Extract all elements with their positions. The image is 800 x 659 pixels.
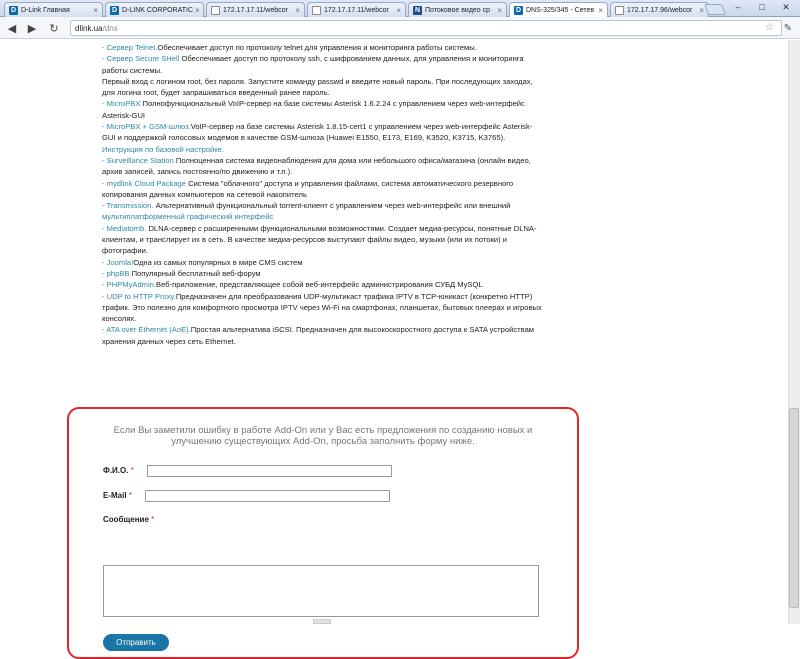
page-scrollbar[interactable] xyxy=(788,40,800,624)
feature-link[interactable]: - MicroPBX xyxy=(102,99,141,109)
tab-webconfig-3[interactable] xyxy=(610,2,709,17)
feature-text: Система "облачного" доступа и управления файлами, система автоматического резервного копирования данных компьютеров на сетевой накопитель xyxy=(102,178,514,199)
feature-item-phpbb xyxy=(102,268,542,279)
required-mark: * xyxy=(128,491,132,500)
feature-link[interactable]: - MicroPBX + GSM-шлюз. xyxy=(102,122,191,132)
feature-link[interactable]: - Mediatomb. xyxy=(102,223,147,233)
feature-item-aoe xyxy=(102,324,542,347)
tab-dlink-home[interactable] xyxy=(4,2,103,17)
feature-text: Обеспечивает доступ по протоколу telnet для управления и мониторинга работы системы. xyxy=(157,43,477,52)
feature-text: VoIP-сервер на базе системы Asterisk 1.8.15-cert1 с управлением через web-интерфейс Asterisk-GUI и поддержкой голосовых модемов в качестве GSM-шлюза (Huawei E1550, E173, E169, K3520, K3715, K3765). xyxy=(102,122,533,143)
tab-label: DNS-325/345 - Сетев xyxy=(526,7,595,14)
tab-dlink-corporation[interactable] xyxy=(105,2,204,17)
window-controls xyxy=(726,0,798,14)
feature-text: Популярный бесплатный веб-форум xyxy=(131,268,261,278)
feature-link[interactable]: - Joomla! xyxy=(102,257,134,267)
feature-link[interactable]: - Сервер Secure SHell xyxy=(102,54,180,64)
tab-close-icon[interactable]: × xyxy=(93,5,98,15)
feature-item-surveillance xyxy=(102,155,542,178)
email-field[interactable] xyxy=(145,490,390,502)
tab-label: 172.17.17.11/webcor xyxy=(223,6,288,14)
submit-button[interactable]: Отправить xyxy=(103,634,169,651)
feature-item-mediatomb xyxy=(102,223,542,257)
tab-dns-325[interactable] xyxy=(509,2,608,18)
page-favicon-icon xyxy=(312,6,321,15)
name-label: Ф.И.О. * xyxy=(103,466,134,475)
bookmark-star-icon[interactable]: ☆ xyxy=(765,22,774,33)
feature-text: Альтернативный функциональный torrent-клиент с управлением через web-интерфейс или внешний xyxy=(153,201,511,211)
feature-text: Одна из самых популярных в мире CMS систем xyxy=(133,257,303,267)
browser-tab-bar xyxy=(0,0,800,17)
feature-item-telnet xyxy=(102,42,542,53)
gui-link[interactable]: мультиплатформенный графический интерфейс xyxy=(102,212,274,222)
dlink-favicon-icon: D xyxy=(111,6,118,14)
feedback-form xyxy=(67,407,579,659)
feature-item-micropbx xyxy=(102,98,542,121)
tab-close-icon[interactable]: × xyxy=(497,5,502,15)
tab-close-icon[interactable]: × xyxy=(195,5,200,15)
tab-close-icon[interactable]: × xyxy=(396,5,401,15)
feature-link[interactable]: - Surveillance Station. xyxy=(102,155,176,165)
tab-close-icon[interactable]: × xyxy=(699,5,704,15)
wrench-menu-icon[interactable]: ✎ xyxy=(783,22,793,34)
url-host: dlink.ua xyxy=(75,23,103,33)
tab-label: D-LINK CORPORATIC xyxy=(122,6,194,14)
feature-item-phpmyadmin xyxy=(102,279,542,290)
feature-item-transmission xyxy=(102,200,542,223)
feature-text: DLNA-сервер с расширенными функциональными возможностями. Создает медиа-ресурсы, понятные DLNA-клиентам, и транслирует их в сеть. В качестве медиа-ресурсов выступают файлы видео, музыки (или их потоки) и фотографии. xyxy=(102,223,537,256)
tab-label: 172.17.17.96/webcor xyxy=(627,6,693,14)
tab-webconfig-1[interactable] xyxy=(206,2,305,17)
feature-text: Полнофункциональный VoIP-сервер на базе системы Asterisk 1.6.2.24 с управлением через web-интерфейс Asterisk-GUI xyxy=(102,99,525,120)
feature-link[interactable]: - PHPMyAdmin. xyxy=(102,280,157,290)
feature-text: Первый вход с логином root, без пароля. Запустите команду passwd и введите новый пароль. При последующих заходах, для логина root, будет запрашиваться введенный ранее пароль. xyxy=(102,76,533,98)
addon-feature-list xyxy=(102,42,542,347)
maximize-icon[interactable]: □ xyxy=(759,2,765,12)
textarea-resize-grip[interactable] xyxy=(313,619,331,624)
feature-text: Полноценная система видеонаблюдения для дома или небольшого офиса/магазина (онлайн видео, архив записей, запись постоянно/по движению и т.п.). xyxy=(102,155,531,177)
required-mark: * xyxy=(130,466,134,475)
forward-arrow-icon[interactable]: ▶ xyxy=(27,22,37,35)
feature-text: Веб-приложение, представляющее собой веб-интерфейс администрирования СУБД MySQL xyxy=(156,280,483,290)
required-mark: * xyxy=(151,515,155,524)
tab-label: D-Link Главная xyxy=(21,6,70,14)
feature-item-mydlink xyxy=(102,178,542,201)
url-path: /dns xyxy=(102,23,118,33)
feature-text: Простая альтернатива iSCSI. Предназначен для высокоскоростного доступа к SATA устройствам хранения данных через сеть Ethernet. xyxy=(102,325,535,346)
feature-link[interactable]: - UDP to HTTP Proxy. xyxy=(102,291,176,301)
instruction-link[interactable]: Инструкция по базовой настройке. xyxy=(102,144,225,154)
feature-item-micropbx-gsm xyxy=(102,121,542,155)
name-field[interactable] xyxy=(147,465,392,477)
minimize-icon[interactable]: – xyxy=(735,2,741,12)
feature-link[interactable]: - Transmission. xyxy=(102,201,154,211)
address-bar[interactable] xyxy=(70,20,782,36)
feature-text: Обеспечивает доступ по протоколу ssh, с шифрованием данных, для управления и мониторинга работы системы. xyxy=(102,54,524,75)
feature-link[interactable]: - ATA over Ethernet (AoE). xyxy=(102,325,191,335)
page-content xyxy=(0,40,788,647)
feature-item-root-note xyxy=(102,76,542,99)
n-favicon-icon: N xyxy=(414,6,421,14)
feature-link[interactable]: - Сервер Telnet. xyxy=(102,43,158,52)
page-favicon-icon xyxy=(211,6,220,15)
close-window-icon[interactable]: ✕ xyxy=(782,1,790,12)
form-intro-text: Если Вы заметили ошибку в работе Add-On или у Вас есть предложения по созданию новых и улучшению существующих Add-On, просьба заполнить форму ниже. xyxy=(113,425,533,447)
tab-label: 172.17.17.11/webcor xyxy=(324,6,389,14)
message-label: Сообщение * xyxy=(103,515,155,524)
email-label: E-Mail * xyxy=(103,491,132,500)
tab-video-streaming[interactable] xyxy=(408,2,507,17)
feature-text: Предназначен для преобразования UDP-мультикаст трафика IPTV в TCP-юникаст (конкретно HTTP) трафик. Это полезно для комфортного просмотра IPTV через Wi-Fi на смартфонах, планшетах, бытовых плеерах и игровых консолях. xyxy=(102,291,542,324)
dlink-favicon-icon: D xyxy=(10,6,17,14)
back-arrow-icon[interactable]: ◀ xyxy=(7,22,17,35)
new-tab-button[interactable] xyxy=(704,4,726,15)
dlink-favicon-icon: D xyxy=(515,7,522,14)
feature-link[interactable]: - mydlink Cloud Package xyxy=(102,178,186,188)
feature-item-joomla xyxy=(102,257,542,268)
browser-toolbar xyxy=(0,17,800,39)
page-favicon-icon xyxy=(615,6,624,15)
message-textarea[interactable] xyxy=(103,565,539,617)
tab-webconfig-2[interactable] xyxy=(307,2,406,17)
feature-item-udpxy xyxy=(102,291,542,325)
scrollbar-thumb[interactable] xyxy=(789,408,799,608)
tab-close-icon[interactable]: × xyxy=(295,5,300,15)
reload-icon[interactable]: ↻ xyxy=(49,22,59,35)
feature-link[interactable]: - phpBB. xyxy=(102,268,132,278)
tab-close-icon[interactable]: × xyxy=(598,6,603,15)
tab-label: Потоковое видео ср xyxy=(425,6,491,14)
feature-item-ssh xyxy=(102,53,542,76)
